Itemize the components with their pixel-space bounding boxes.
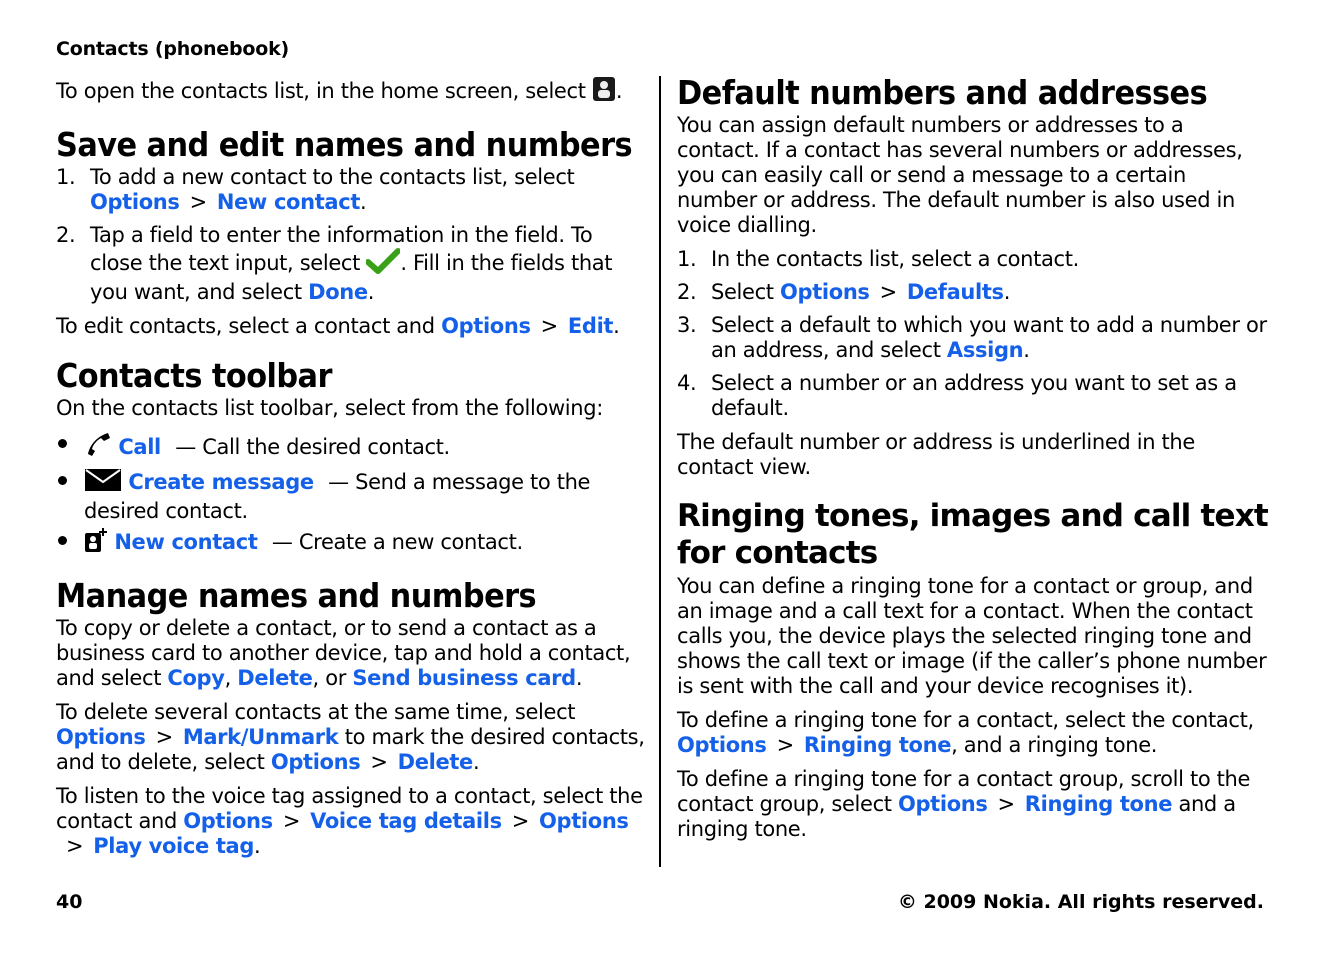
- call-link[interactable]: Call: [118, 435, 161, 459]
- save-section: [56, 126, 648, 339]
- delete-link[interactable]: Delete: [397, 750, 473, 774]
- edit-link[interactable]: Edit: [567, 314, 614, 338]
- manage-paragraph-3: To listen to the voice tag assigned to a contact, select the contact and Options > Voice tag details > Options> Play voice tag.: [56, 784, 643, 858]
- mark-unmark-link[interactable]: Mark/Unmark: [182, 725, 339, 749]
- page-number: 40: [56, 891, 83, 913]
- defaults-section: [677, 74, 1269, 480]
- column-divider: [659, 76, 661, 867]
- defaults-step-2: 2. Select Options > Defaults.: [677, 280, 1011, 304]
- toolbar-item-create-message: Create message — Send a message to the desired contact.: [56, 467, 648, 524]
- save-step-2: 2. Tap a field to enter the information in the field. To close the text input, select . Fill in the fields that you want, and select Done.: [56, 223, 613, 304]
- envelope-icon: [84, 467, 122, 499]
- done-link[interactable]: Done: [308, 280, 368, 304]
- delete-link[interactable]: Delete: [237, 666, 313, 690]
- intro-paragraph: To open the contacts list, in the home screen, select .: [56, 76, 648, 108]
- options-link[interactable]: Options: [441, 314, 531, 338]
- new-contact-link[interactable]: New contact: [216, 190, 361, 214]
- ringing-paragraph-2: To define a ringing tone for a contact, select the contact, Options > Ringing tone, and a ringing tone.: [677, 708, 1254, 757]
- new-contact-link[interactable]: New contact: [114, 530, 258, 554]
- options-link[interactable]: Options: [270, 750, 361, 774]
- defaults-step-1: 1. In the contacts list, select a contact.: [677, 247, 1079, 271]
- defaults-intro: You can assign default numbers or addresses to a contact. If a contact has several numbers or addresses, you can easily call or send a message to a certain number or address. The default number is also used in voice dialling.: [677, 113, 1243, 237]
- ringing-intro: You can define a ringing tone for a contact or group, and an image and a call text for a contact. When the contact calls you, the device plays the selected ringing tone and shows the call text or image (if the caller’s phone number is sent with the call and your device recognises it).: [677, 574, 1267, 698]
- options-link[interactable]: Options: [56, 725, 146, 749]
- defaults-outro: The default number or address is underlined in the contact view.: [677, 430, 1195, 479]
- defaults-heading: Default numbers and addresses: [677, 73, 1208, 112]
- copyright-notice: © 2009 Nokia. All rights reserved.: [897, 891, 1264, 913]
- add-contact-icon: [84, 527, 108, 559]
- copy-link[interactable]: Copy: [167, 666, 225, 690]
- options-link[interactable]: Options: [539, 809, 629, 833]
- toolbar-intro: On the contacts list toolbar, select from the following:: [56, 396, 603, 420]
- checkmark-icon: [366, 248, 400, 280]
- save-step-1: 1. To add a new contact to the contacts list, select Options > New contact.: [56, 165, 575, 214]
- defaults-step-4: 4. Select a number or an address you want to set as a default.: [677, 371, 1237, 420]
- manage-paragraph-2: To delete several contacts at the same time, select Options > Mark/Unmark to mark the desired contacts, and to delete, select Options > Delete.: [56, 700, 645, 774]
- ringing-tone-link[interactable]: Ringing tone: [1024, 792, 1173, 816]
- edit-paragraph: To edit contacts, select a contact and Options > Edit.: [56, 314, 620, 338]
- options-link[interactable]: Options: [897, 792, 988, 816]
- manage-paragraph-1: To copy or delete a contact, or to send a contact as a business card to another device, tap and hold a contact, and select Copy, Delete, or Send business card.: [56, 616, 631, 690]
- assign-link[interactable]: Assign: [946, 338, 1024, 362]
- ringing-section: [677, 498, 1269, 842]
- ringing-paragraph-3: To define a ringing tone for a contact group, scroll to the contact group, select Options > Ringing tone and a ringing tone.: [677, 767, 1251, 841]
- voice-tag-details-link[interactable]: Voice tag details: [310, 809, 502, 833]
- manage-section: [56, 577, 648, 859]
- create-message-link[interactable]: Create message: [128, 470, 314, 494]
- right-column: [677, 74, 1269, 851]
- ringing-tone-link[interactable]: Ringing tone: [803, 733, 952, 757]
- contacts-icon: [592, 76, 616, 108]
- manage-heading: Manage names and numbers: [56, 576, 537, 615]
- left-column: [56, 74, 648, 868]
- options-link[interactable]: Options: [677, 733, 767, 757]
- defaults-step-3: 3. Select a default to which you want to add a number or an address, and select Assign.: [677, 313, 1267, 362]
- save-heading: Save and edit names and numbers: [56, 125, 633, 164]
- toolbar-item-call: Call — Call the desired contact.: [56, 430, 648, 464]
- options-link[interactable]: Options: [90, 190, 180, 214]
- toolbar-item-new-contact: New contact — Create a new contact.: [56, 527, 648, 559]
- send-business-card-link[interactable]: Send business card: [352, 666, 576, 690]
- phone-icon: [84, 430, 112, 464]
- toolbar-section: [56, 357, 648, 559]
- toolbar-heading: Contacts toolbar: [56, 356, 332, 395]
- defaults-link[interactable]: Defaults: [906, 280, 1004, 304]
- ringing-heading: Ringing tones, images and call text for contacts: [677, 498, 1268, 571]
- options-link[interactable]: Options: [780, 280, 870, 304]
- play-voice-tag-link[interactable]: Play voice tag: [93, 834, 255, 858]
- running-header: Contacts (phonebook): [56, 38, 289, 60]
- options-link[interactable]: Options: [183, 809, 273, 833]
